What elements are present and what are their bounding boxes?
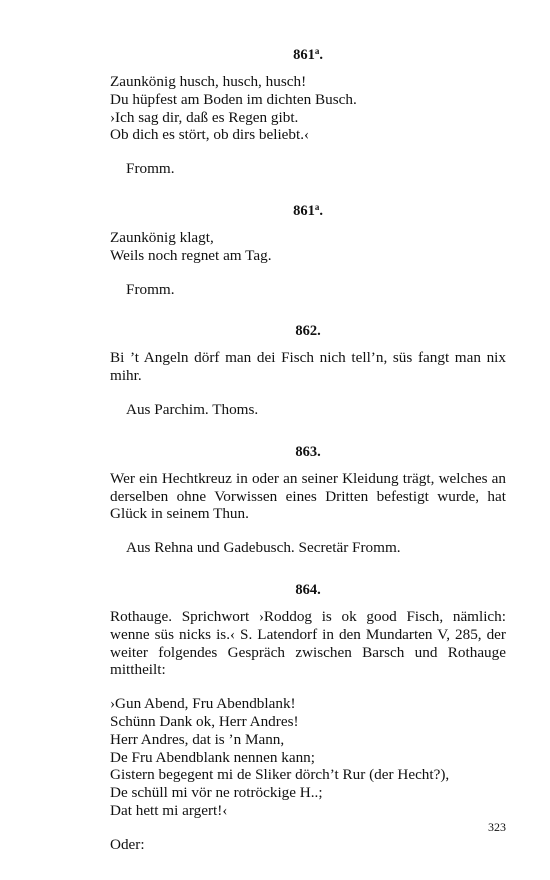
entry-heading: 862. [295,323,321,340]
entry-sup: a [314,46,320,56]
verse-line: Zaunkönig husch, husch, husch! [110,73,307,90]
entry-text: Rothauge. Sprichwort ›Roddog is ok good Fisch, nämlich: wenne süs nicks is.‹ S. Latendorf in den Mundarten V, 285, der weiter folgendes Gespräch zwischen Barsch und Rothauge mittheilt: [110,607,506,679]
entry-heading: 864. [295,581,321,598]
entry-number: 861 [293,47,315,63]
entry-source: Aus Parchim. Thoms. [126,400,259,418]
entry-suffix: . [319,47,323,63]
entry-text: Wer ein Hechtkreuz in oder an seiner Kleidung trägt, welches an derselben ohne Vorwissen eines Dritten befestigt wurde, hat Glück in seinem Thun. [110,469,506,523]
verse-line: Schünn Dank ok, Herr Andres! [110,712,299,730]
entry-861a-second [110,202,506,298]
verse-line: Weils noch regnet am Tag. [110,246,272,264]
entry-text: Bi ’t Angeln dörf man dei Fisch nich tell’n, süs fangt man nix mihr. [110,349,506,385]
entry-source: Fromm. [126,160,175,178]
entry-864 [110,581,506,854]
verse-line: Zaunkönig klagt, [110,228,214,246]
entry-suffix: . [319,202,323,219]
verse-line: Ob dich es stört, ob dirs beliebt.‹ [110,126,310,144]
verse-line: Gistern begegent mi de Sliker dörch’t Rur (der Hecht?), [110,766,450,784]
verse-line: Dat hett mi argert!‹ [110,801,228,819]
entry-source: Aus Rehna und Gadebusch. Secretär Fromm. [126,539,401,557]
verse-line: ›Ich sag dir, daß es Regen gibt. [110,108,299,126]
entry-sup: a [314,201,320,212]
entry-861a-first [110,46,506,178]
entry-862 [110,322,506,418]
page-number: 323 [488,820,506,834]
verse-line: Herr Andres, dat is ’n Mann, [110,730,285,748]
entry-heading: 863. [295,443,321,460]
verse-line: De schüll mi vör ne rotröckige H..; [110,784,323,802]
closing-line: Oder: [110,835,145,853]
verse-line: Du hüpfest am Boden im dichten Busch. [110,90,357,108]
entry-heading [110,46,506,64]
verse-line: De Fru Abendblank nennen kann; [110,748,315,766]
entry-source: Fromm. [126,280,175,298]
page-body [110,46,506,854]
entry-863 [110,443,506,557]
verse-line: ›Gun Abend, Fru Abendblank! [110,695,296,713]
entry-heading [110,202,506,220]
entry-number: 861 [293,202,315,219]
